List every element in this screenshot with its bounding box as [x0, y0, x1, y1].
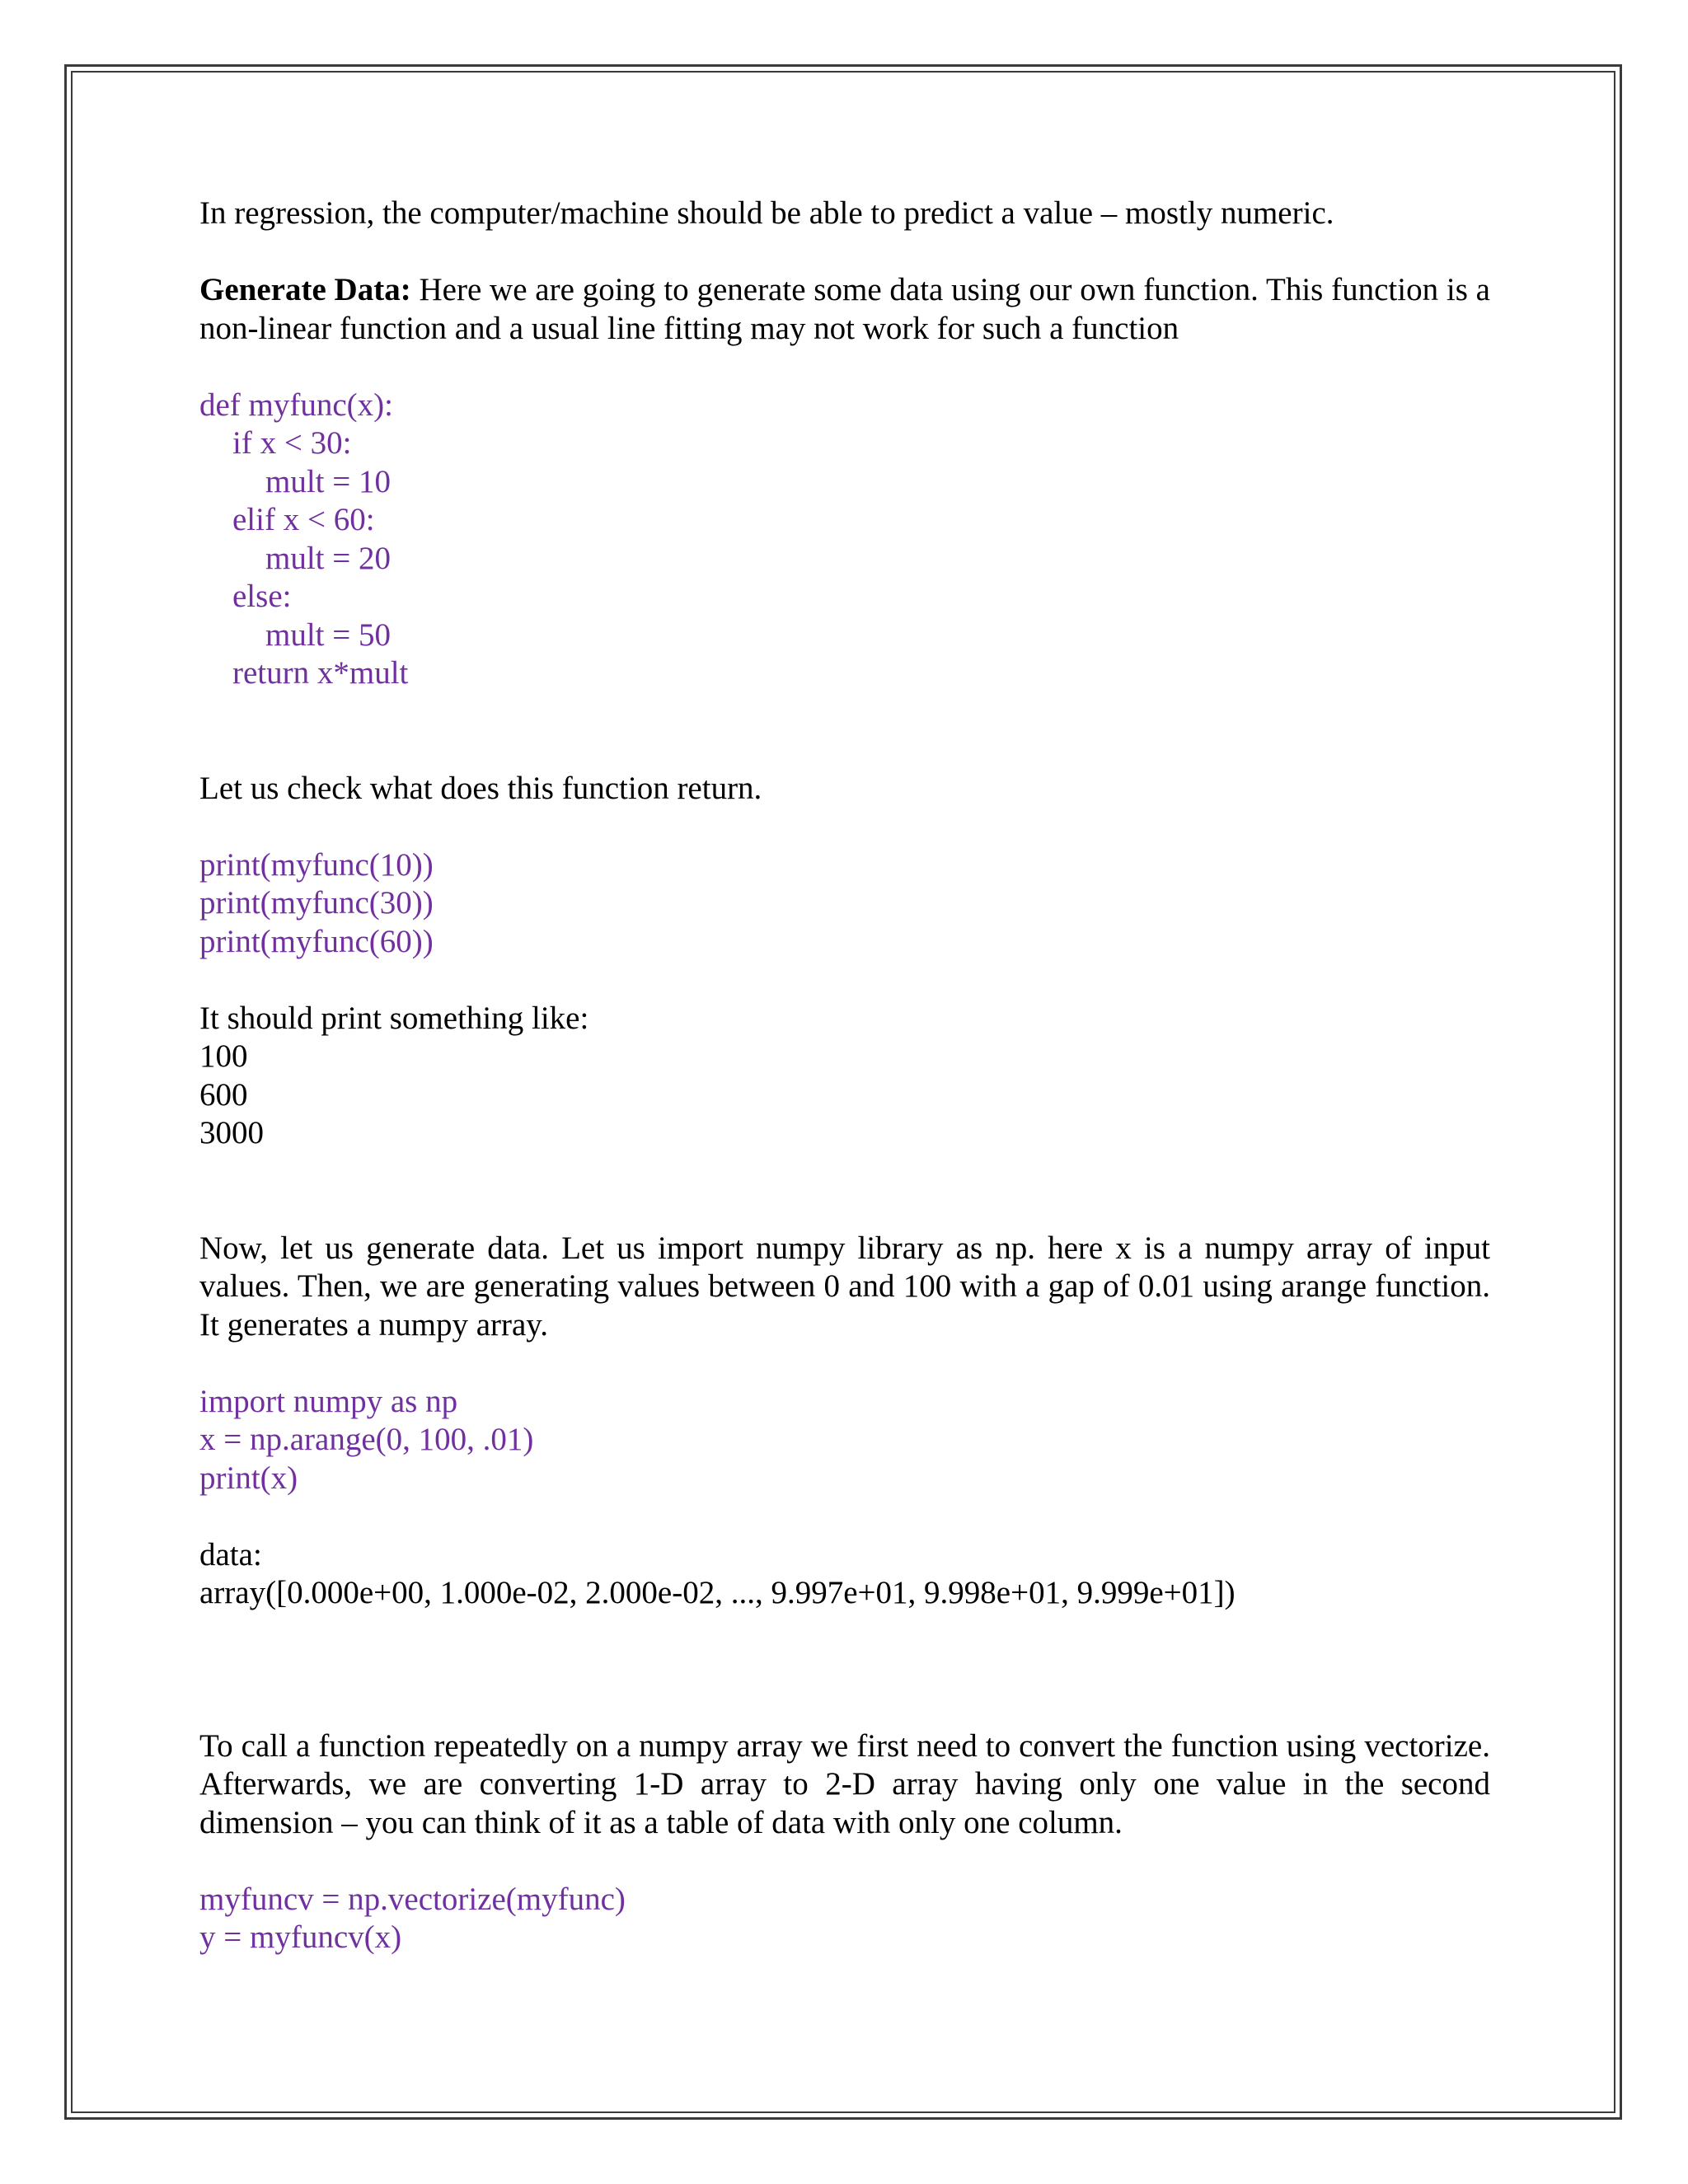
- code-line: return x*mult: [232, 655, 409, 691]
- output-line: 100: [199, 1038, 248, 1074]
- output-label: data:: [199, 1536, 262, 1572]
- code-line: print(x): [199, 1460, 298, 1496]
- output-line: 600: [199, 1076, 248, 1113]
- output-line: 3000: [199, 1115, 264, 1151]
- generate-numpy-paragraph: Now, let us generate data. Let us import numpy library as np. here x is a numpy array of input values. Then, we are generating values between 0 and 100 with a gap of 0.01 using arange function. It generates a numpy array.: [199, 1230, 1490, 1343]
- code-line: import numpy as np: [199, 1383, 458, 1419]
- vectorize-paragraph: To call a function repeatedly on a numpy array we first need to convert the function using vectorize. Afterwards, we are converting 1-D array to 2-D array having only one value in the second dimension – you can think of it as a table of data with only one column.: [199, 1727, 1490, 1840]
- code-line: print(myfunc(60)): [199, 923, 434, 959]
- code-line: print(myfunc(30)): [199, 885, 434, 921]
- output-block-array: [199, 1536, 1490, 1613]
- document-body: [199, 194, 1490, 1957]
- code-block-arange: [199, 1383, 1490, 1498]
- code-line: mult = 20: [265, 540, 392, 576]
- output-label: It should print something like:: [199, 1000, 589, 1036]
- code-line: else:: [232, 579, 292, 614]
- generate-data-paragraph: [199, 271, 1490, 348]
- code-block-vectorize: [199, 1881, 1490, 1957]
- generate-data-text: Here we are going to generate some data using our own function. This function is a non-linear function and a usual line fitting may not work for such a function: [199, 272, 1490, 346]
- intro-text: In regression, the computer/machine should be able to predict a value – mostly numeric.: [199, 195, 1334, 231]
- code-line: x = np.arange(0, 100, .01): [199, 1422, 534, 1457]
- code-line: mult = 10: [265, 463, 392, 499]
- code-line: print(myfunc(10)): [199, 846, 434, 883]
- code-line: mult = 50: [265, 616, 392, 653]
- code-block-print-calls: [199, 846, 1490, 962]
- code-line: elif x < 60:: [232, 502, 375, 537]
- code-line: y = myfuncv(x): [199, 1919, 402, 1955]
- check-function-text: Let us check what does this function return.: [199, 770, 762, 806]
- output-block-print: [199, 1000, 1490, 1153]
- code-block-myfunc: [199, 387, 1490, 693]
- code-line: myfuncv = np.vectorize(myfunc): [199, 1881, 626, 1917]
- code-line: def myfunc(x):: [199, 387, 393, 423]
- output-line: array([0.000e+00, 1.000e-02, 2.000e-02, ..., 9.997e+01, 9.998e+01, 9.999e+01]): [199, 1575, 1236, 1610]
- code-line: if x < 30:: [232, 425, 352, 461]
- generate-data-heading: Generate Data:: [199, 272, 411, 307]
